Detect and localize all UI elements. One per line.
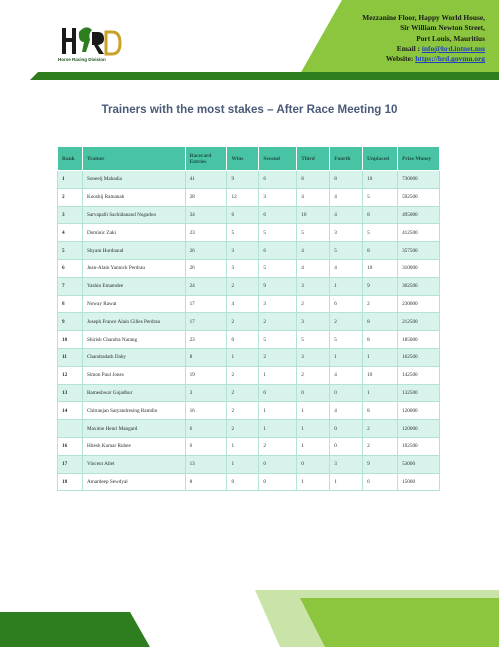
stat-cell: 120000	[398, 402, 440, 420]
stat-cell: 3	[330, 224, 363, 242]
stat-cell: 4	[330, 402, 363, 420]
stat-cell: 6	[185, 437, 227, 455]
stat-cell: 19	[185, 366, 227, 384]
trainer-cell: Amardeep Sewdyal	[82, 473, 185, 491]
stat-cell: 17	[185, 295, 227, 313]
column-header: Unplaced	[363, 147, 398, 171]
stat-cell: 2	[363, 420, 398, 438]
rank-cell: 16	[58, 437, 83, 455]
stat-cell: 1	[259, 420, 297, 438]
stat-cell: 2	[227, 420, 259, 438]
stat-cell: 1	[227, 437, 259, 455]
rank-cell: 2	[58, 188, 83, 206]
address-line-3: Port Louis, Mauritius	[416, 33, 485, 43]
trainer-cell: Yashin Emamdee	[82, 277, 185, 295]
table-row	[58, 313, 440, 331]
stat-cell: 1	[227, 348, 259, 366]
column-header: Third	[297, 147, 330, 171]
column-header: Trainer	[82, 147, 185, 171]
footer-banner-decoration	[0, 590, 499, 647]
column-header: Racecard Entries	[185, 147, 227, 171]
stat-cell: 24	[185, 277, 227, 295]
rank-cell: 5	[58, 242, 83, 260]
stat-cell: 592500	[398, 188, 440, 206]
stat-cell: 23	[185, 224, 227, 242]
stat-cell: 3	[259, 295, 297, 313]
stat-cell: 2	[227, 402, 259, 420]
stat-cell: 3	[259, 188, 297, 206]
stat-cell: 8	[363, 331, 398, 349]
stat-cell: 412500	[398, 224, 440, 242]
stat-cell: 2	[330, 313, 363, 331]
trainer-cell: Jean-Alain Yannick Perdrau	[82, 259, 185, 277]
table-row	[58, 348, 440, 366]
stat-cell: 495000	[398, 206, 440, 224]
stat-cell: 0	[227, 331, 259, 349]
stat-cell: 357500	[398, 242, 440, 260]
stat-cell: 2	[259, 437, 297, 455]
trainer-cell: Hitesh Kumar Ruhee	[82, 437, 185, 455]
table-row	[58, 402, 440, 420]
table-row	[58, 437, 440, 455]
stat-cell: 9	[363, 455, 398, 473]
trainer-cell: Sarvapalli Sachidanand Nugadoo	[82, 206, 185, 224]
stat-cell: 5	[363, 224, 398, 242]
trainer-cell: Vincent Allet	[82, 455, 185, 473]
table-row	[58, 366, 440, 384]
stat-cell: 3	[297, 348, 330, 366]
rank-cell: 4	[58, 224, 83, 242]
stat-cell: 1	[297, 402, 330, 420]
rank-cell: 12	[58, 366, 83, 384]
table-row	[58, 188, 440, 206]
stat-cell: 6	[363, 473, 398, 491]
column-header: Wins	[227, 147, 259, 171]
stat-cell: 132500	[398, 384, 440, 402]
table-row	[58, 171, 440, 189]
stat-cell: 4	[330, 259, 363, 277]
rank-cell: 17	[58, 455, 83, 473]
stat-cell: 6	[227, 206, 259, 224]
stat-cell: 17	[185, 313, 227, 331]
stat-cell: 1	[330, 277, 363, 295]
stat-cell: 230000	[398, 295, 440, 313]
website-label: Website:	[385, 54, 414, 64]
stat-cell: 6	[259, 206, 297, 224]
column-header: Fourth	[330, 147, 363, 171]
stat-cell: 120000	[398, 420, 440, 438]
stat-cell: 4	[330, 188, 363, 206]
stat-cell: 4	[297, 242, 330, 260]
stat-cell: 8	[363, 402, 398, 420]
stat-cell: 8	[297, 171, 330, 189]
table-row	[58, 384, 440, 402]
stat-cell: 2	[227, 313, 259, 331]
rank-cell: 9	[58, 313, 83, 331]
stat-cell: 8	[363, 242, 398, 260]
stat-cell: 3	[227, 259, 259, 277]
stat-cell: 8	[363, 206, 398, 224]
stat-cell: 4	[330, 206, 363, 224]
stat-cell: 9	[227, 171, 259, 189]
stat-cell: 0	[227, 473, 259, 491]
stat-cell: 1	[259, 366, 297, 384]
trainer-cell: Noway Rawat	[82, 295, 185, 313]
stat-cell: 1	[259, 402, 297, 420]
stat-cell: 0	[259, 473, 297, 491]
rank-cell: 10	[58, 331, 83, 349]
stat-cell: 41	[185, 171, 227, 189]
stat-cell: 8	[185, 473, 227, 491]
stat-cell: 1	[227, 455, 259, 473]
stat-cell: 3	[185, 384, 227, 402]
stat-cell: 2	[297, 295, 330, 313]
stat-cell: 8	[185, 348, 227, 366]
stat-cell: 5	[363, 188, 398, 206]
stat-cell: 3	[297, 313, 330, 331]
stat-cell: 8	[330, 171, 363, 189]
stat-cell: 9	[259, 277, 297, 295]
stat-cell: 5	[330, 242, 363, 260]
stat-cell: 53000	[398, 455, 440, 473]
stat-cell: 2	[363, 437, 398, 455]
stat-cell: 9	[363, 277, 398, 295]
stat-cell: 4	[297, 188, 330, 206]
table-row	[58, 242, 440, 260]
trainers-stakes-table	[57, 146, 440, 491]
stat-cell: 1	[297, 437, 330, 455]
stat-cell: 0	[297, 384, 330, 402]
stat-cell: 0	[259, 455, 297, 473]
stat-cell: 12	[227, 188, 259, 206]
table-row	[58, 331, 440, 349]
stat-cell: 2	[259, 348, 297, 366]
rank-cell: 18	[58, 473, 83, 491]
rank-cell: 13	[58, 384, 83, 402]
stat-cell: 6	[259, 171, 297, 189]
stat-cell: 302500	[398, 277, 440, 295]
trainer-cell: Chandradath Daby	[82, 348, 185, 366]
stat-cell: 2	[363, 295, 398, 313]
rank-cell: 8	[58, 295, 83, 313]
stat-cell: 34	[185, 206, 227, 224]
rank-cell: 11	[58, 348, 83, 366]
stat-cell: 10	[363, 171, 398, 189]
rank-cell: 1	[58, 171, 83, 189]
trainer-cell: Kooshij Ramanah	[82, 188, 185, 206]
trainer-cell: Simon Paul Jones	[82, 366, 185, 384]
table-row	[58, 277, 440, 295]
stat-cell: 3	[227, 242, 259, 260]
stat-cell: 310000	[398, 259, 440, 277]
stat-cell: 28	[185, 188, 227, 206]
trainer-cell: Joseph France Alain Gilles Perdrau	[82, 313, 185, 331]
stat-cell: 6	[185, 420, 227, 438]
stat-cell: 8	[363, 313, 398, 331]
rank-cell: 3	[58, 206, 83, 224]
stat-cell: 1	[363, 384, 398, 402]
stat-cell: 0	[330, 420, 363, 438]
trainer-cell: Shyam Hurdnaud	[82, 242, 185, 260]
stat-cell: 1	[297, 473, 330, 491]
stat-cell: 6	[330, 295, 363, 313]
column-header: Prize Money	[398, 147, 440, 171]
trainer-cell: Chitranjan Satyandresing Ramdin	[82, 402, 185, 420]
stat-cell: 212500	[398, 313, 440, 331]
stat-cell: 10	[297, 206, 330, 224]
table-row	[58, 295, 440, 313]
stat-cell: 0	[330, 437, 363, 455]
rank-cell: 14	[58, 402, 83, 420]
address-line-1: Mezzanine Floor, Happy World House,	[362, 13, 485, 22]
contact-address	[362, 13, 485, 64]
stat-cell: 142500	[398, 366, 440, 384]
table-row	[58, 224, 440, 242]
stat-cell: 2	[227, 277, 259, 295]
trainer-cell: Soneeij Mahadia	[82, 171, 185, 189]
stat-cell: 185000	[398, 331, 440, 349]
stat-cell: 2	[227, 366, 259, 384]
stat-cell: 10	[363, 259, 398, 277]
stat-cell: 2	[297, 366, 330, 384]
trainer-cell: Shirish Chandra Narang	[82, 331, 185, 349]
trainer-cell: Dominic Zaki	[82, 224, 185, 242]
trainer-cell: Rameshwar Gujadhur	[82, 384, 185, 402]
stat-cell: 0	[330, 384, 363, 402]
stat-cell: 26	[185, 242, 227, 260]
stat-cell: 1	[330, 473, 363, 491]
table-header-row	[58, 147, 440, 171]
stat-cell: 10	[363, 366, 398, 384]
rank-cell	[58, 420, 83, 438]
table-row	[58, 455, 440, 473]
trainer-cell: Maxime Henri Mangard	[82, 420, 185, 438]
stat-cell: 3	[330, 455, 363, 473]
table-body	[58, 171, 440, 491]
stat-cell: 730000	[398, 171, 440, 189]
stat-cell: 4	[330, 366, 363, 384]
stat-cell: 5	[227, 224, 259, 242]
stat-cell: 1	[330, 348, 363, 366]
stat-cell: 5	[259, 331, 297, 349]
stat-cell: 2	[227, 384, 259, 402]
table-row	[58, 420, 440, 438]
page-title: Trainers with the most stakes – After Race Meeting 10	[101, 103, 398, 116]
column-header: Rank	[58, 147, 83, 171]
email-label: Email :	[396, 43, 420, 53]
stat-cell: 4	[297, 259, 330, 277]
stat-cell: 0	[297, 455, 330, 473]
logo-caption: Horse Racing Division	[58, 57, 106, 62]
stat-cell: 13	[185, 455, 227, 473]
stat-cell: 2	[259, 313, 297, 331]
hrd-logo-icon	[58, 22, 128, 70]
stat-cell: 5	[330, 331, 363, 349]
stat-cell: 3	[297, 277, 330, 295]
table-row	[58, 473, 440, 491]
stat-cell: 1	[363, 348, 398, 366]
stat-cell: 23	[185, 331, 227, 349]
column-header: Second	[259, 147, 297, 171]
stat-cell: 5	[259, 259, 297, 277]
rank-cell: 6	[58, 259, 83, 277]
stat-cell: 5	[297, 224, 330, 242]
stat-cell: 162500	[398, 348, 440, 366]
stat-cell: 26	[185, 259, 227, 277]
rank-cell: 7	[58, 277, 83, 295]
email-line	[362, 44, 485, 54]
stat-cell: 5	[259, 224, 297, 242]
stat-cell: 1	[297, 420, 330, 438]
stat-cell: 102500	[398, 437, 440, 455]
stat-cell: 0	[259, 384, 297, 402]
email-link[interactable]: info@hrd.intnet.mu	[421, 43, 485, 53]
stat-cell: 16	[185, 402, 227, 420]
stat-cell: 6	[259, 242, 297, 260]
website-link[interactable]: https://hrd.govmu.org	[415, 54, 485, 64]
table-row	[58, 259, 440, 277]
website-line	[362, 54, 485, 64]
stat-cell: 5	[297, 331, 330, 349]
stat-cell: 4	[227, 295, 259, 313]
table-row	[58, 206, 440, 224]
stat-cell: 15000	[398, 473, 440, 491]
address-line-2: Sir William Newton Street,	[400, 23, 485, 33]
